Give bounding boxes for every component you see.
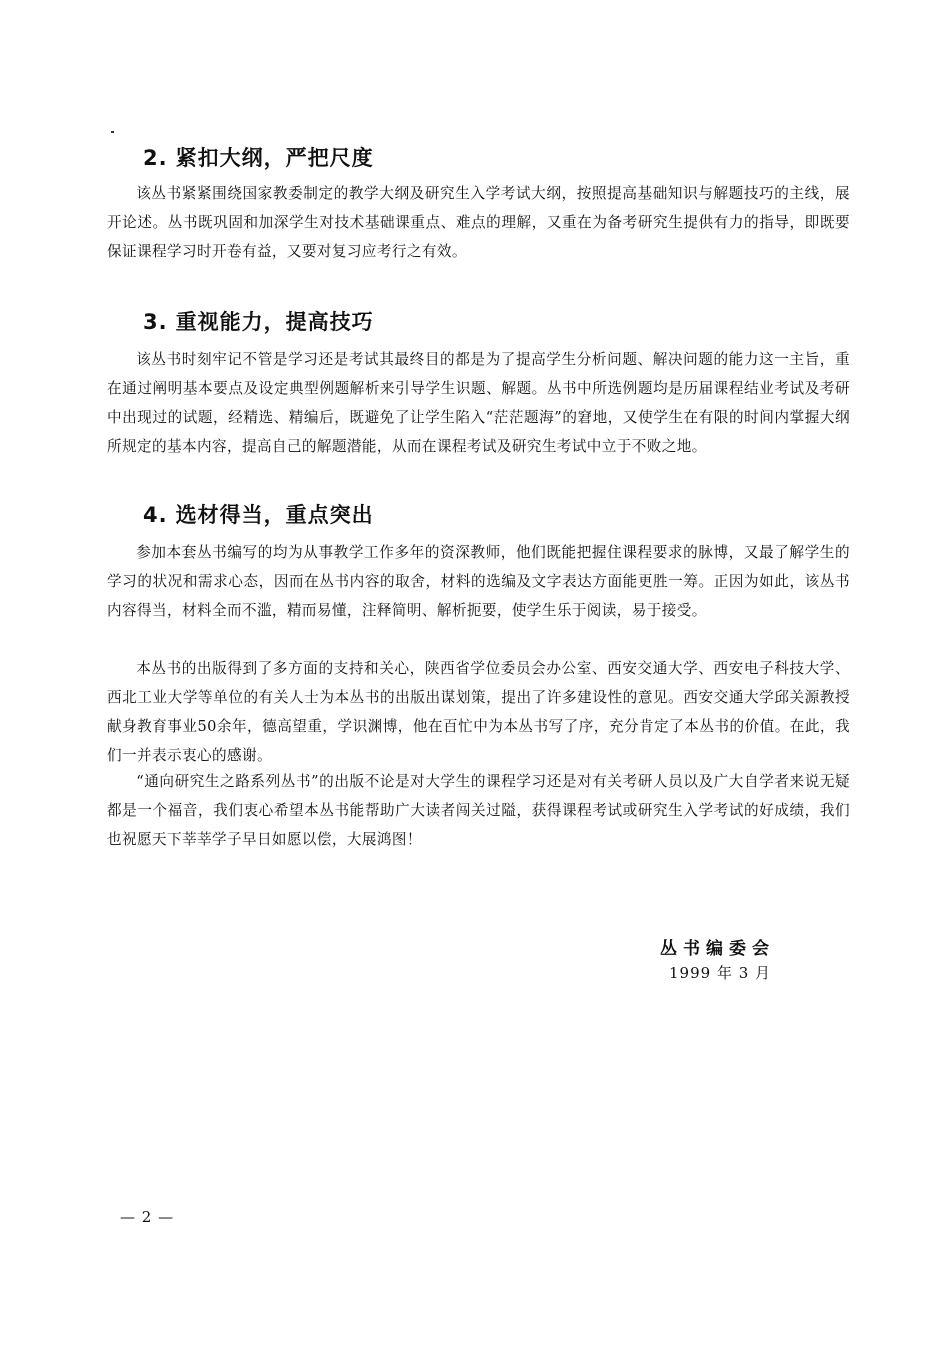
section-3-number: 3.: [143, 310, 168, 334]
section-2-number: 2.: [143, 146, 168, 170]
section-3-title: 重视能力，提高技巧: [175, 310, 374, 334]
section-4-paragraph-2: 本丛书的出版得到了多方面的支持和关心，陕西省学位委员会办公室、西安交通大学、西安电子科技大学、西北工业大学等单位的有关人士为本丛书的出版出谋划策，提出了许多建设性的意见。西安交通大学邱关源教授献身教育事业50余年，德高望重，学识渊博，他在百忙中为本丛书写了序，充分肯定了本丛书的价值。在此，我们一并表示衷心的感谢。: [107, 660, 850, 764]
section-3-heading: [143, 306, 374, 336]
section-2-paragraph-1: 该丛书紧紧围绕国家教委制定的教学大纲及研究生入学考试大纲，按照提高基础知识与解题技巧的主线，展开论述。丛书既巩固和加深学生对技术基础课重点、难点的理解，又重在为备考研究生提供有力的指导，即既要保证课程学习时开卷有益，又要对复习应考行之有效。: [107, 185, 850, 260]
section-4-number: 4.: [143, 503, 168, 527]
signature-date: 1999 年 3 月: [669, 964, 772, 982]
section-4-heading: [143, 499, 374, 529]
section-4-title: 选材得当，重点突出: [175, 503, 374, 527]
section-2-title: 紧扣大纲，严把尺度: [175, 146, 374, 170]
section-4-paragraph-1: 参加本套丛书编写的均为从事教学工作多年的资深教师，他们既能把握住课程要求的脉博，又最了解学生的学习的状况和需求心态，因而在丛书内容的取舍，材料的选编及文字表达方面能更胜一筹。正因为如此，该丛书内容得当，材料全而不滥，精而易懂，注释简明、解析扼要，使学生乐于阅读，易于接受。: [107, 544, 850, 619]
page-number: — 2 —: [120, 1208, 175, 1226]
section-2-heading: [143, 142, 374, 172]
section-4-paragraph-3: “通向研究生之路系列丛书”的出版不论是对大学生的课程学习还是对有关考研人员以及广大自学者来说无疑都是一个福音，我们衷心希望本丛书能帮助广大读者闯关过隘，获得课程考试或研究生入学考试的好成绩，我们也祝愿天下莘莘学子早日如愿以偿，大展鸿图！: [107, 773, 850, 848]
scan-speck: [111, 131, 114, 133]
section-3-paragraph-1: 该丛书时刻牢记不管是学习还是考试其最终目的都是为了提高学生分析问题、解决问题的能力这一主旨，重在通过阐明基本要点及设定典型例题解析来引导学生识题、解题。丛书中所选例题均是历届课程结业考试及考研中出现过的试题，经精选、精编后，既避免了让学生陷入“茫茫题海”的窘地，又使学生在有限的时间内掌握大纲所规定的基本内容，提高自己的解题潜能，从而在课程考试及研究生考试中立于不败之地。: [107, 351, 850, 455]
signature-name: 丛书编委会: [660, 939, 775, 959]
